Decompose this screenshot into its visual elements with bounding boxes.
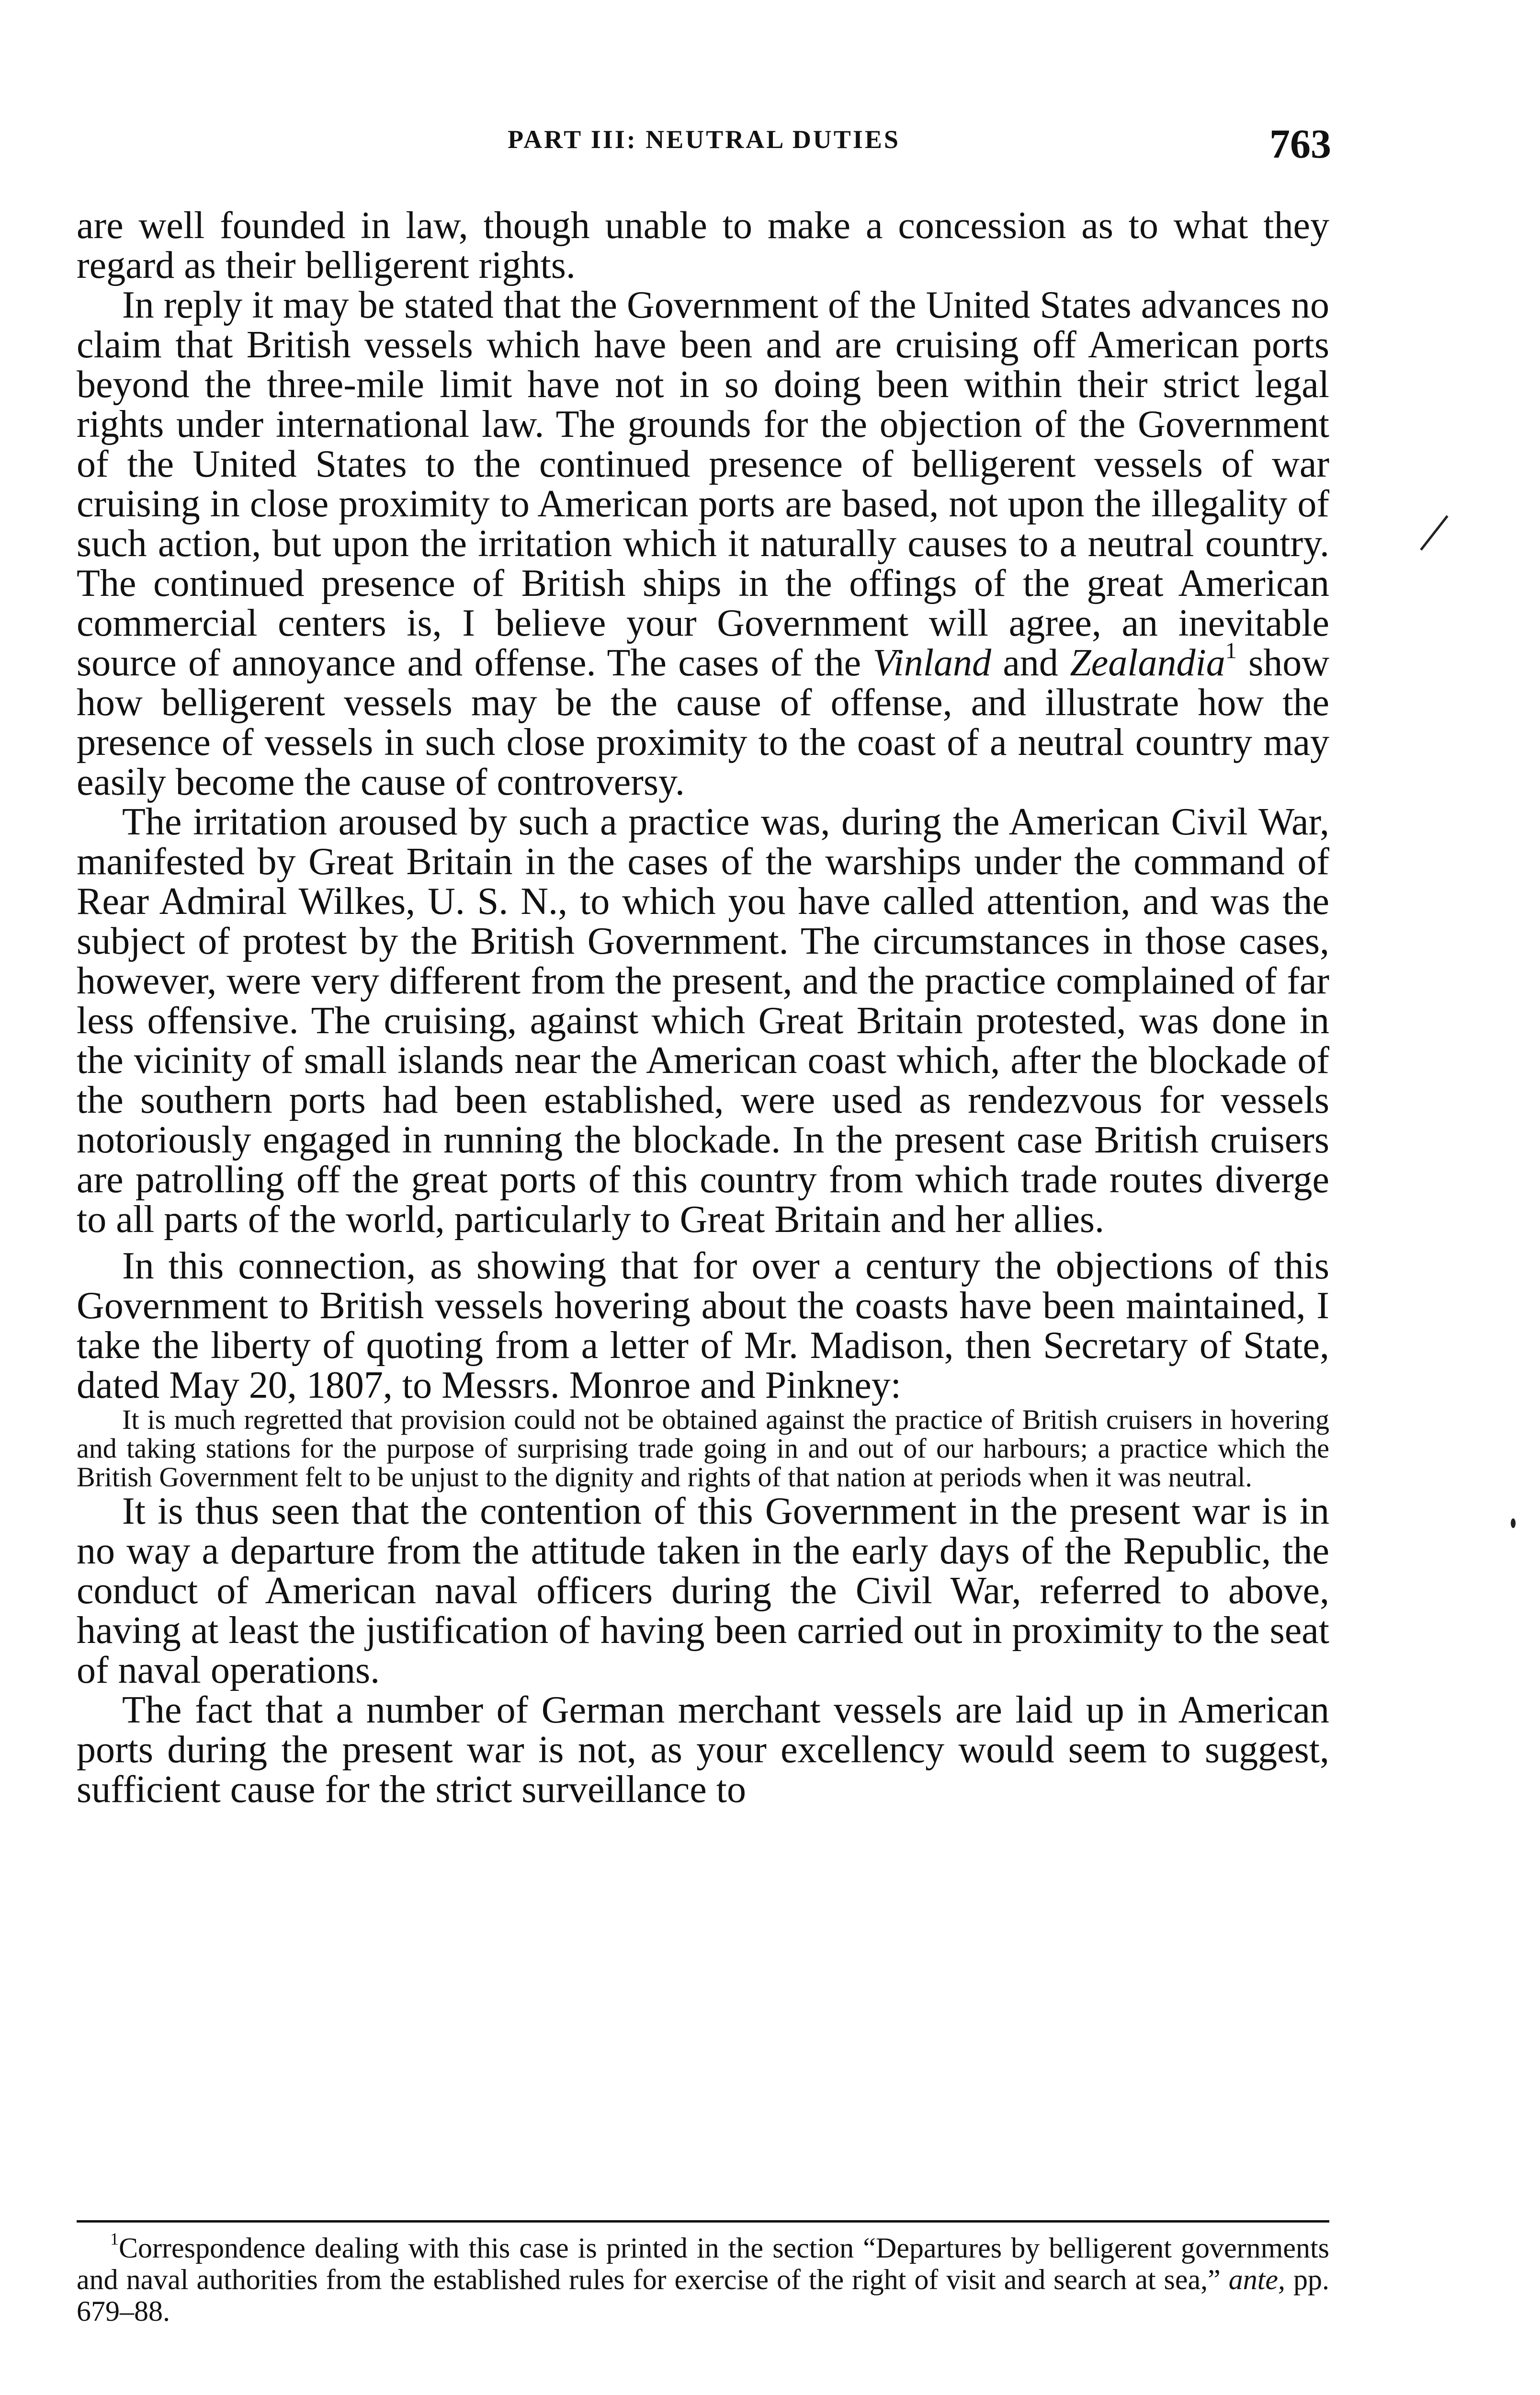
- vessel-name-vinland: Vinland: [872, 642, 991, 684]
- block-quote: It is much regretted that provision could not be obtained against the practice of British cruisers in hovering and taking stations for the purpose of surprising trade going in and out of our harbours; a practice which the British Government felt to be unjust to the dignity and rights of that nation at periods when it was neutral.: [77, 1404, 1329, 1493]
- paragraph-irritation: The irritation aroused by such a practice was, during the American Civil War, manifested by Great Britain in the cases of the warships under the command of Rear Admiral Wilkes, U. S. N., to which you have called attention, and was the subject of protest by the British Government. The circumstances in those cases, however, were very different from the present, and the practice complained of far less offensive. The cruising, against which Great Britain protested, was done in the vicinity of small islands near the American coast which, after the blockade of the southern ports had been established, were used as rendezvous for vessels notoriously engaged in running the blockade. In the present case British cruisers are patrolling off the great ports of this country from which trade routes diverge to all parts of the world, particularly to Great Britain and her allies.: [77, 801, 1329, 1241]
- footnote-reference: 1: [1225, 638, 1237, 663]
- footnote-ante: ante,: [1228, 2264, 1286, 2295]
- paragraph-german-vessels: The fact that a number of German merchant vessels are laid up in American ports during the present war is not, as your excellency would seem to suggest, sufficient cause for the strict surveillance to: [77, 1689, 1329, 1811]
- footnote-text: [77, 2229, 1330, 2327]
- conjunction-text: and: [991, 642, 1070, 684]
- running-head: PART III: NEUTRAL DUTIES: [508, 125, 900, 154]
- paragraph-reply-text-b: show how belligerent vessels may be the cause of offense, and illustrate how the presence of vessels in such close proximity to the coast of a neutral country may easily become the cause of controversy.: [77, 642, 1329, 803]
- vessel-name-zealandia: Zealandia: [1070, 642, 1225, 684]
- paragraph-reply-text-a: In reply it may be stated that the Government of the United States advances no claim that British vessels which have been and are cruising off American ports beyond the three-mile limit have not in so doing been within their strict legal rights under international law. The grounds for the objection of the Government of the United States to the continued presence of belligerent vessels of war cruising in close proximity to American ports are based, not upon the illegality of such action, but upon the irritation which it naturally causes to a neutral country. The continued presence of British ships in the offings of the great American commercial centers is, I believe your Government will agree, an inevitable source of annoyance and offense. The cases of the: [77, 284, 1329, 684]
- paragraph-connection: In this connection, as showing that for over a century the objections of this Government to British vessels hovering about the coasts have been maintained, I take the liberty of quoting from a letter of Mr. Madison, then Secretary of State, dated May 20, 1807, to Messrs. Monroe and Pinkney:: [77, 1245, 1329, 1406]
- footnote-divider: [77, 2220, 1329, 2223]
- footnote: [77, 2229, 1330, 2327]
- margin-speck: [1511, 1518, 1516, 1528]
- paragraph-contention: It is thus seen that the contention of this Government in the present war is in no way a departure from the attitude taken in the early days of the Republic, the conduct of American naval officers during the Civil War, referred to above, having at least the justification of having been carried out in proximity to the seat of naval operations.: [77, 1490, 1329, 1691]
- footnote-text-a: Correspondence dealing with this case is printed in the section “Departures by belligerent governments and naval authorities from the established rules for exercise of the right of visit and search at sea,”: [77, 2232, 1329, 2295]
- paragraph-continuation: are well founded in law, though unable to make a concession as to what they regard as their belligerent rights.: [77, 205, 1329, 286]
- footnote-text-b: pp. 679–88.: [77, 2264, 1330, 2327]
- footnote-marker: 1: [110, 2229, 119, 2248]
- body-text: [77, 206, 1329, 1810]
- page-number: 763: [1269, 121, 1331, 167]
- paragraph-reply: [77, 285, 1329, 802]
- margin-pencil-mark: [1420, 515, 1448, 551]
- page-header: [77, 120, 1331, 172]
